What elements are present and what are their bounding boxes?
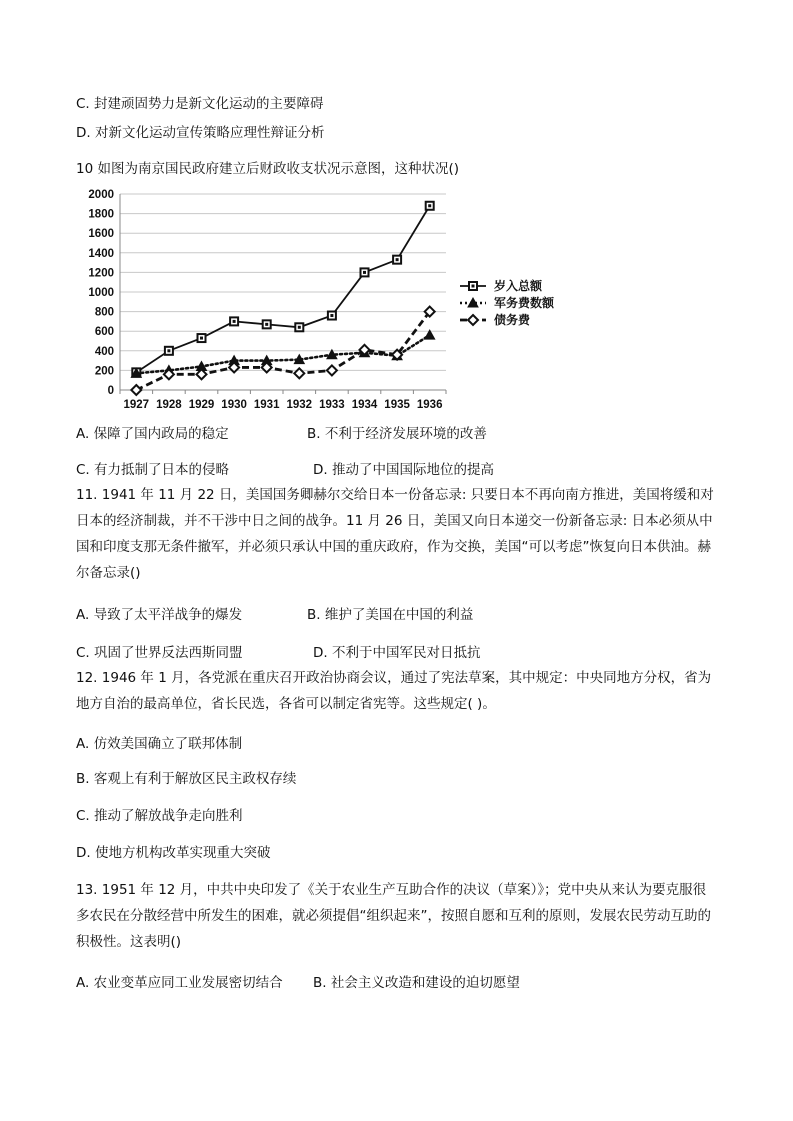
q12-option-d: D. 使地方机构改革实现重大突破 <box>76 845 271 861</box>
y-tick-600: 600 <box>94 326 114 339</box>
y-tick-1200: 1200 <box>88 267 114 280</box>
legend-label-2: 债务费 <box>494 313 531 327</box>
y-tick-400: 400 <box>94 345 114 358</box>
x-tick-1934: 1934 <box>351 399 378 411</box>
legend-item-1 <box>460 295 555 310</box>
y-tick-1000: 1000 <box>88 287 114 299</box>
x-tick-1932: 1932 <box>286 399 313 411</box>
series-0 <box>132 202 433 377</box>
y-tick-200: 200 <box>94 365 114 378</box>
chart-grid <box>120 194 446 394</box>
finance-line-chart <box>76 184 556 416</box>
x-tick-1930: 1930 <box>221 399 247 411</box>
q13-stem: 13. 1951 年 12 月，中共中央印发了《关于农业生产互助合作的决议（草案）》；党中央从来认为要克服很多农民在分散经营中所发生的困难，就必须提倡“组织起来”，按照自愿和互利的原则，发展农民劳动互助的积极性。这表明() <box>76 882 711 950</box>
chart-legend <box>460 278 555 327</box>
series-line-0 <box>136 206 429 373</box>
y-tick-labels <box>88 189 114 397</box>
point-0-1931-core <box>265 323 268 326</box>
q11-option-b: B. 维护了美国在中国的利益 <box>307 607 474 623</box>
y-tick-1400: 1400 <box>88 247 114 260</box>
q12-option-c: C. 推动了解放战争走向胜利 <box>76 808 243 824</box>
point-0-1928-core <box>167 349 170 352</box>
point-2-1927 <box>131 385 141 395</box>
q13-option-a: A. 农业变革应同工业发展密切结合 <box>76 975 283 991</box>
point-0-1936-core <box>428 204 431 207</box>
x-tick-1931: 1931 <box>253 399 280 411</box>
q11-option-a: A. 导致了太平洋战争的爆发 <box>76 607 243 623</box>
x-tick-1927: 1927 <box>123 399 150 411</box>
x-tick-1935: 1935 <box>384 399 410 411</box>
point-0-1929-core <box>200 337 203 340</box>
y-tick-2000: 2000 <box>88 189 114 201</box>
legend-label-0: 岁入总额 <box>494 279 543 293</box>
q10-option-b: B. 不利于经济发展环境的改善 <box>307 426 487 442</box>
option-c-previous: C. 封建顽固势力是新文化运动的主要障碍 <box>76 96 324 112</box>
q10-option-a: A. 保障了国内政局的稳定 <box>76 426 229 442</box>
point-2-1932 <box>294 368 304 378</box>
legend-label-1: 军务费数额 <box>494 296 555 310</box>
q11-stem: 11. 1941 年 11 月 22 日，美国国务卿赫尔交给日本一份备忘录: 只要日本不再向南方推进，美国将缓和对日本的经济制裁，并不干涉中日之间的战争。11 月 26 日，美国又向日本递交一份新备忘录: 日本必须从中国和印度支那无条件撤军，并必须只承认中国的重庆政府，作为交换，美国“可以考虑”恢复向日本供油。赫尔备忘录() <box>76 487 714 581</box>
chart-series <box>131 202 434 395</box>
y-tick-0: 0 <box>107 385 114 397</box>
x-tick-labels <box>124 399 443 411</box>
x-tick-1933: 1933 <box>319 399 345 411</box>
point-0-1930-core <box>233 320 236 323</box>
q10-option-c: C. 有力抵制了日本的侵略 <box>76 462 230 478</box>
legend-marker-0-core <box>472 285 475 288</box>
y-tick-800: 800 <box>94 306 114 319</box>
legend-marker-2 <box>468 315 478 325</box>
q13-option-b: B. 社会主义改造和建设的迫切愿望 <box>313 975 520 991</box>
x-tick-1936: 1936 <box>416 399 443 411</box>
point-0-1932-core <box>298 326 301 329</box>
series-line-1 <box>136 335 429 373</box>
q11-option-d: D. 不利于中国军民对日抵抗 <box>313 645 481 661</box>
q12-stem: 12. 1946 年 1 月，各党派在重庆召开政治协商会议，通过了宪法草案，其中规定：中央同地方分权，省为地方自治的最高单位，省长民选，各省可以制定省宪等。这些规定( )。 <box>76 670 712 712</box>
q10-option-d: D. 推动了中国国际地位的提高 <box>313 462 494 478</box>
x-tick-1928: 1928 <box>156 399 182 411</box>
x-tick-1929: 1929 <box>188 399 215 411</box>
point-0-1935-core <box>396 258 399 261</box>
legend-item-2 <box>460 312 531 327</box>
q11-option-c: C. 巩固了世界反法西斯同盟 <box>76 645 243 661</box>
point-2-1933 <box>327 365 337 375</box>
legend-item-0 <box>460 278 543 293</box>
q12-option-b: B. 客观上有利于解放区民主政权存续 <box>76 771 297 787</box>
q12-option-a: A. 仿效美国确立了联邦体制 <box>76 736 243 752</box>
q10-stem: 10 如图为南京国民政府建立后财政收支状况示意图，这种状况() <box>76 161 460 177</box>
option-d-previous: D. 对新文化运动宣传策略应理性辩证分析 <box>76 125 325 141</box>
point-0-1934-core <box>363 271 366 274</box>
point-0-1933-core <box>330 314 333 317</box>
y-tick-1800: 1800 <box>88 208 114 221</box>
y-tick-1600: 1600 <box>88 228 114 241</box>
